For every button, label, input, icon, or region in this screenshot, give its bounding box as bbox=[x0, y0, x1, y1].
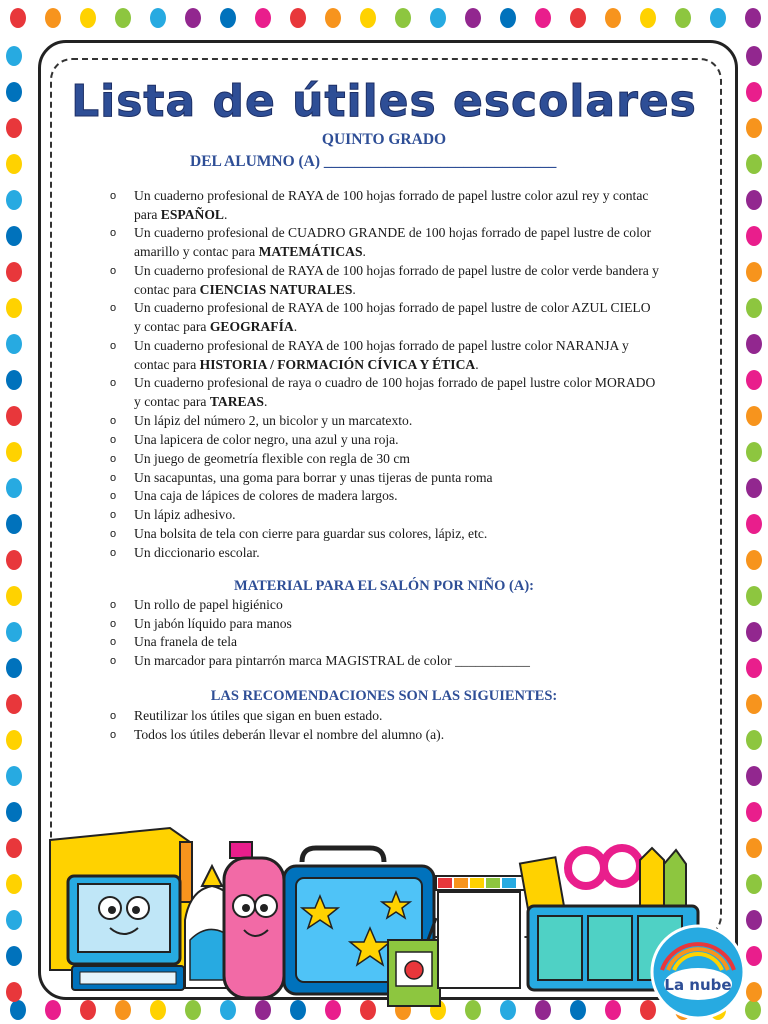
list-item bbox=[110, 506, 660, 525]
polka-dot bbox=[10, 1000, 26, 1020]
polka-dot bbox=[746, 622, 762, 642]
polka-dot bbox=[255, 8, 271, 28]
polka-dot bbox=[6, 622, 22, 642]
polka-dot bbox=[6, 298, 22, 318]
polka-dot bbox=[6, 946, 22, 966]
bullet-icon: o bbox=[110, 190, 117, 202]
list-item bbox=[110, 633, 650, 652]
bullet-icon: o bbox=[110, 599, 117, 611]
polka-dot bbox=[220, 8, 236, 28]
bullet-icon: o bbox=[110, 710, 117, 722]
ruler-illustration bbox=[436, 876, 526, 988]
bullet-icon: o bbox=[110, 654, 117, 667]
polka-dot bbox=[6, 370, 22, 390]
polka-dot bbox=[10, 8, 26, 28]
item-text: Un lápiz del número 2, un bicolor y un marcatexto. bbox=[134, 412, 413, 428]
item-text: Un sacapuntas, una goma para borrar y unas tijeras de punta roma bbox=[134, 469, 493, 485]
polka-dot bbox=[570, 8, 586, 28]
polka-dot bbox=[6, 766, 22, 786]
polka-dot bbox=[430, 8, 446, 28]
polka-dot bbox=[746, 370, 762, 390]
la-nube-logo bbox=[652, 926, 744, 1018]
recommendations-list bbox=[110, 707, 650, 744]
polka-dot bbox=[6, 226, 22, 246]
list-item bbox=[110, 544, 660, 563]
list-item bbox=[110, 615, 650, 634]
polka-dot bbox=[6, 874, 22, 894]
page-title: Lista de útiles escolares bbox=[71, 76, 697, 127]
recommendations-heading: LAS RECOMENDACIONES SON LAS SIGUIENTES: bbox=[210, 688, 558, 704]
computer-illustration bbox=[68, 876, 184, 990]
item-subject: HISTORIA / FORMACIÓN CÍVICA Y ÉTICA bbox=[199, 356, 476, 372]
item-text: Un rollo de papel higiénico bbox=[134, 597, 283, 612]
item-end: . bbox=[475, 356, 479, 372]
item-text: Un cuaderno profesional de RAYA de 100 hojas forrado de papel lustre color NARANJA y contac para bbox=[134, 337, 629, 372]
polka-dot bbox=[745, 8, 761, 28]
item-subject: TAREAS bbox=[209, 394, 264, 410]
bullet-icon: o bbox=[110, 728, 117, 741]
polka-dot bbox=[746, 298, 762, 318]
polka-dot bbox=[80, 8, 96, 28]
school-supplies-clipart bbox=[40, 820, 760, 1020]
item-subject: MATEMÁTICAS bbox=[258, 244, 363, 260]
polka-dot bbox=[6, 154, 22, 174]
supplies-list bbox=[110, 187, 660, 563]
bullet-icon: o bbox=[110, 490, 117, 503]
item-text: Un cuaderno profesional de RAYA de 100 hojas forrado de papel lustre de color AZUL CIELO y contac para bbox=[134, 300, 651, 335]
list-item bbox=[110, 525, 660, 544]
bullet-icon: o bbox=[110, 509, 117, 522]
bullet-icon: o bbox=[110, 471, 117, 484]
item-text: Un juego de geometría flexible con regla de 30 cm bbox=[134, 450, 410, 466]
list-item bbox=[110, 187, 660, 224]
bullet-icon: o bbox=[110, 636, 117, 649]
polka-dot bbox=[6, 802, 22, 822]
polka-dot bbox=[746, 334, 762, 354]
polka-dot bbox=[746, 154, 762, 174]
item-subject: ESPAÑOL bbox=[160, 206, 224, 222]
item-end: . bbox=[352, 281, 356, 297]
item-end: . bbox=[264, 394, 268, 410]
bullet-icon: o bbox=[110, 528, 117, 541]
list-item bbox=[110, 412, 660, 431]
polka-dot bbox=[6, 46, 22, 66]
polka-dot bbox=[45, 8, 61, 28]
grade-heading: QUINTO GRADO bbox=[321, 131, 447, 148]
polka-dot bbox=[535, 8, 551, 28]
polka-dot bbox=[746, 262, 762, 282]
list-item bbox=[110, 596, 650, 615]
list-item bbox=[110, 726, 650, 745]
polka-dot bbox=[360, 8, 376, 28]
item-text: Una caja de lápices de colores de madera largos. bbox=[134, 488, 398, 504]
list-item bbox=[110, 450, 660, 469]
polka-dot bbox=[115, 8, 131, 28]
polka-dot bbox=[746, 190, 762, 210]
list-item bbox=[110, 707, 650, 726]
list-item bbox=[110, 224, 660, 261]
polka-dot bbox=[6, 658, 22, 678]
polka-dot bbox=[710, 8, 726, 28]
polka-dot bbox=[395, 8, 411, 28]
polka-dot bbox=[6, 262, 22, 282]
list-item bbox=[110, 431, 660, 450]
polka-dot bbox=[675, 8, 691, 28]
item-text: Una franela de tela bbox=[134, 634, 238, 650]
student-name-line: DEL ALUMNO (A) ______________________________ bbox=[190, 153, 557, 170]
polka-dot bbox=[6, 406, 22, 426]
item-text: Un cuaderno profesional de raya o cuadro de 100 hojas forrado de papel lustre color MORADO y contac para bbox=[134, 375, 656, 410]
marker-illustration bbox=[224, 842, 284, 998]
item-end: . bbox=[224, 206, 228, 222]
bullet-icon: o bbox=[110, 339, 117, 352]
polka-dot bbox=[6, 730, 22, 750]
bullet-icon: o bbox=[110, 302, 117, 315]
polka-dot bbox=[6, 442, 22, 462]
bullet-icon: o bbox=[110, 617, 117, 630]
bullet-icon: o bbox=[110, 547, 117, 560]
list-item bbox=[110, 487, 660, 506]
item-text: Todos los útiles deberán llevar el nombre del alumno (a). bbox=[134, 726, 445, 742]
item-text: Reutilizar los útiles que sigan en buen estado. bbox=[134, 708, 383, 723]
material-heading: MATERIAL PARA EL SALÓN POR NIÑO (A): bbox=[234, 578, 534, 594]
polka-dot bbox=[500, 8, 516, 28]
item-text: Una bolsita de tela con cierre para guardar sus colores, lápiz, etc. bbox=[134, 526, 488, 542]
polka-dot bbox=[325, 8, 341, 28]
item-text: Un diccionario escolar. bbox=[134, 545, 260, 561]
polka-dot bbox=[746, 802, 762, 822]
bullet-icon: o bbox=[110, 264, 117, 277]
item-end: . bbox=[362, 244, 366, 260]
logo-text: La nube bbox=[664, 976, 732, 994]
item-subject: GEOGRAFÍA bbox=[209, 319, 294, 335]
item-text: Un marcador para pintarrón marca MAGISTRAL de color ___________ bbox=[134, 652, 530, 668]
item-subject: CIENCIAS NATURALES bbox=[199, 281, 353, 297]
item-text: Un cuaderno profesional de CUADRO GRANDE de 100 hojas forrado de papel lustre de color amarillo y contac para bbox=[134, 225, 652, 260]
bullet-icon: o bbox=[110, 452, 117, 465]
polka-dot bbox=[746, 730, 762, 750]
polka-dot bbox=[746, 550, 762, 570]
bullet-icon: o bbox=[110, 227, 117, 240]
polka-dot bbox=[465, 8, 481, 28]
polka-dot bbox=[746, 406, 762, 426]
polka-dot bbox=[746, 766, 762, 786]
polka-dot bbox=[746, 46, 762, 66]
material-list bbox=[110, 596, 650, 670]
item-end: . bbox=[293, 319, 298, 335]
polka-dot bbox=[640, 8, 656, 28]
bullet-icon: o bbox=[110, 433, 117, 446]
polka-dot bbox=[6, 478, 22, 498]
item-text: Un cuaderno profesional de RAYA de 100 hojas forrado de papel lustre color azul rey y contac para bbox=[134, 188, 649, 222]
polka-dot bbox=[150, 8, 166, 28]
polka-dot bbox=[6, 550, 22, 570]
polka-dot bbox=[6, 838, 22, 858]
list-item bbox=[110, 652, 650, 671]
polka-dot bbox=[746, 442, 762, 462]
list-item bbox=[110, 299, 660, 336]
bullet-icon: o bbox=[110, 377, 117, 390]
polka-dot bbox=[6, 514, 22, 534]
list-item bbox=[110, 469, 660, 488]
polka-dot bbox=[6, 910, 22, 930]
polka-dot bbox=[746, 658, 762, 678]
item-text: Un lápiz adhesivo. bbox=[134, 507, 236, 523]
list-item bbox=[110, 374, 660, 411]
polka-dot bbox=[185, 8, 201, 28]
list-item bbox=[110, 262, 660, 299]
polka-dot bbox=[746, 478, 762, 498]
polka-dot bbox=[290, 8, 306, 28]
polka-dot bbox=[6, 982, 22, 1002]
polka-dot bbox=[746, 226, 762, 246]
item-text: Un jabón líquido para manos bbox=[134, 615, 292, 631]
polka-dot bbox=[746, 514, 762, 534]
polka-dot bbox=[605, 8, 621, 28]
polka-dot bbox=[6, 190, 22, 210]
item-text: Un cuaderno profesional de RAYA de 100 hojas forrado de papel lustre de color verde bandera y contac para bbox=[134, 262, 659, 297]
polka-dot bbox=[6, 334, 22, 354]
bullet-icon: o bbox=[110, 414, 117, 427]
list-item bbox=[110, 337, 660, 374]
item-text: Una lapicera de color negro, una azul y una roja. bbox=[134, 431, 399, 447]
